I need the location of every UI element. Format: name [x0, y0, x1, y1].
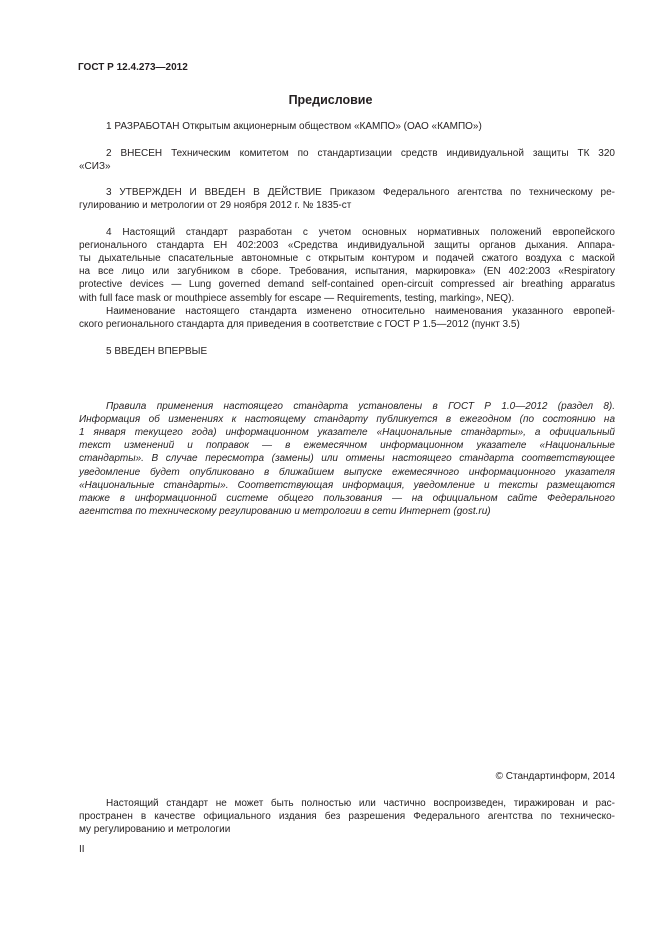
section-title: Предисловие [288, 93, 373, 107]
item-4-line: на все лицо или загубником в сборе. Требования, испытания, маркировка» (EN 402:2003 «Respiratory [79, 266, 615, 277]
notice-line: Правила применения настоящего стандарта установлены в ГОСТ Р 1.0—2012 (раздел 8). [106, 401, 615, 412]
document-header: ГОСТ Р 12.4.273—2012 [78, 62, 188, 73]
notice-line: 1 января текущего года) информационном указателе «Национальные стандарты», а официальный [79, 427, 615, 438]
notice-line: текст изменений и поправок — в ежемесячном информационном указателе «Национальные [79, 440, 615, 451]
item-1-line: 1 РАЗРАБОТАН Открытым акционерным обществом «КАМПО» (ОАО «КАМПО») [106, 121, 482, 132]
footer-line: му регулированию и метрологии [79, 824, 231, 835]
item-4-line: 4 Настоящий стандарт разработан с учетом основных нормативных положений европейского [106, 227, 615, 238]
notice-line: Информация об изменениях к настоящему стандарту публикуется в ежегодном (по состоянию на [79, 414, 615, 425]
notice-line: стандарты». В случае пересмотра (замены) или отмены настоящего стандарта соответствующее [79, 453, 615, 464]
item-4-line: ты дыхательные спасательные автономные с открытым контуром и подачей сжатого воздуха с маской [79, 253, 615, 264]
page-number: II [79, 844, 85, 855]
notice-line: также в информационной системе общего пользования — на официальном сайте Федерального [79, 493, 615, 504]
item-3-line: 3 УТВЕРЖДЕН И ВВЕДЕН В ДЕЙСТВИЕ Приказом Федерального агентства по техническому ре- [106, 187, 615, 198]
item-2-line: 2 ВНЕСЕН Техническим комитетом по стандартизации средств индивидуальной защиты ТК 320 [106, 148, 615, 159]
notice-line: «Национальные стандарты». Соответствующая информация, уведомление и тексты размещаются [79, 480, 615, 491]
item-3-line: гулированию и метрологии от 29 ноября 2012 г. № 1835-ст [79, 200, 352, 211]
item-2-line: «СИЗ» [79, 161, 111, 172]
item-4-line: регионального стандарта ЕН 402:2003 «Средства индивидуальной защиты органов дыхания. Аппара- [79, 240, 615, 251]
item-4-rename-line: ского регионального стандарта для приведения в соответствие с ГОСТ Р 1.5—2012 (пункт 3.5) [79, 319, 520, 330]
footer-line: пространен в качестве официального издания без разрешения Федерального агентства по техническо- [79, 811, 615, 822]
notice-line: агентства по техническому регулированию и метрологии в сети Интернет (gost.ru) [79, 506, 491, 517]
notice-line: уведомление будет опубликовано в ближайшем выпуске ежемесячного информационного указателя [79, 467, 615, 478]
item-4-rename-line: Наименование настоящего стандарта изменено относительно наименования указанного европей- [106, 306, 615, 317]
copyright: © Стандартинформ, 2014 [495, 771, 615, 782]
item-5-line: 5 ВВЕДЕН ВПЕРВЫЕ [106, 346, 208, 357]
footer-line: Настоящий стандарт не может быть полностью или частично воспроизведен, тиражирован и рас- [106, 798, 615, 809]
item-4-line: with full face mask or mouthpiece assembly for escape — Requirements, testing, marking», NEQ). [79, 293, 515, 304]
item-4-line: protective devices — Lung governed demand self-contained open-circuit compressed air breathing apparatus [79, 279, 615, 290]
